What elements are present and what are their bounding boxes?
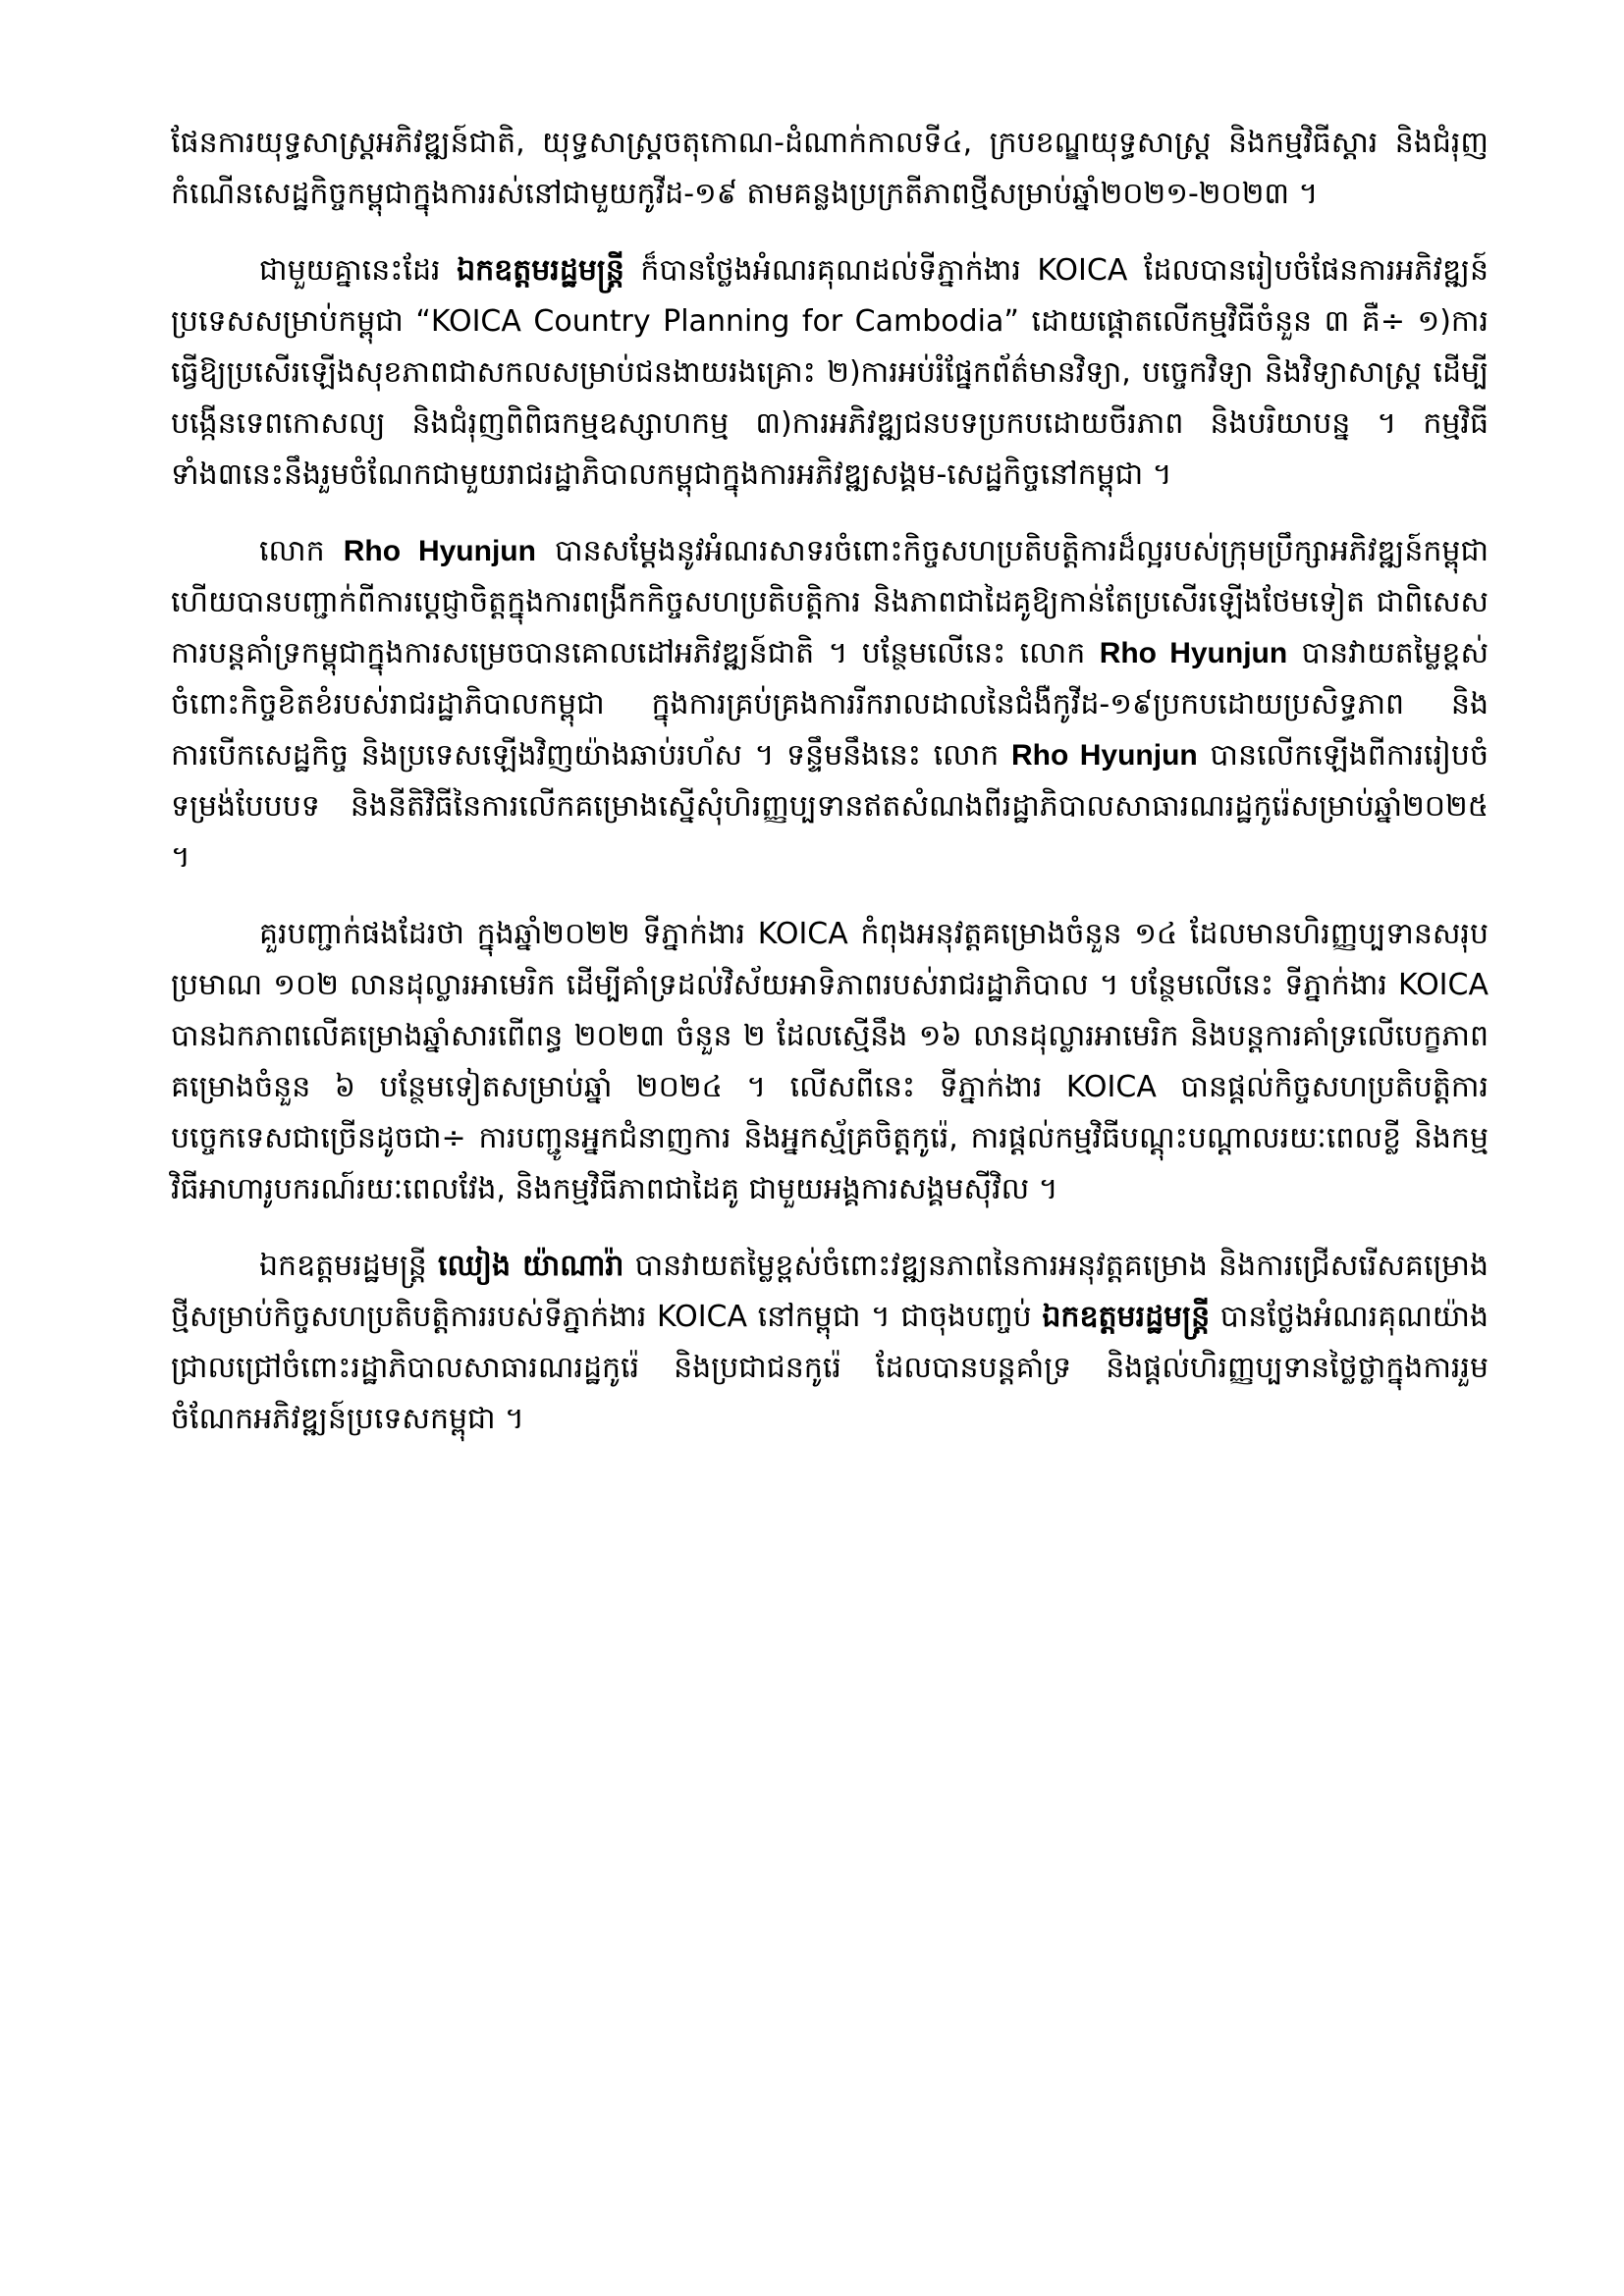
- bold-name-minister: ឈៀង យ៉ាណារ៉ា: [437, 1249, 624, 1283]
- bold-name-rho-hyunjun: Rho Hyunjun: [1010, 739, 1198, 772]
- paragraph-text: បានលើកឡើងពីការរៀបចំទម្រង់បែបបទ និងនីតិវិធីនៃការលើកគម្រោងស្នើសុំហិរញ្ញប្បទានឥតសំណងពីរដ្ឋាភិបាលសាធារណរដ្ឋកូរ៉េសម្រាប់ឆ្នាំ២០២៥ ។: [171, 738, 1489, 875]
- paragraph-minister-closing: [171, 1241, 1489, 1445]
- paragraph-koica-planning: [171, 245, 1489, 501]
- paragraph-text: លោក: [259, 534, 344, 568]
- paragraph-text: បានថ្លែងអំណរគុណយ៉ាងជ្រាលជ្រៅចំពោះរដ្ឋាភិបាលសាធារណរដ្ឋកូរ៉េ និងប្រជាជនកូរ៉េ ដែលបានបន្តគាំទ្រ និងផ្តល់ហិរញ្ញប្បទានថ្លៃថ្លាក្នុងការរួមចំណែកអភិវឌ្ឍន៍ប្រទេសកម្ពុជា ។: [171, 1300, 1489, 1436]
- document-page: [171, 118, 1489, 1470]
- paragraph-text: ឯកឧត្តមរដ្ឋមន្ត្រី: [259, 1249, 438, 1283]
- paragraph-text: បានវាយតម្លៃខ្ពស់ចំពោះកិច្ចខិតខំរបស់រាជរដ្ឋាភិបាលកម្ពុជា ក្នុងការគ្រប់គ្រងការរីករាលដាលនៃជំងឺកូវីដ-១៩ប្រកបដោយប្រសិទ្ធភាព និងការបើកសេដ្ឋកិច្ច និងប្រទេសឡើងវិញយ៉ាងឆាប់រហ័ស ។ ទន្ទឹមនឹងនេះ លោក: [171, 636, 1489, 773]
- paragraph-text: បានសម្តែងនូវអំណរសាទរចំពោះកិច្ចសហប្រតិបត្តិការដ៏ល្អរបស់ក្រុមប្រឹក្សាអភិវឌ្ឍន៍កម្ពុជា ហើយបានបញ្ជាក់ពីការប្តេជ្ញាចិត្តក្នុងការពង្រីកកិច្ចសហប្រតិបត្តិការ និងភាពជាដៃគូឱ្យកាន់តែប្រសើរឡើងថែមទៀត ជាពិសេសការបន្តគាំទ្រកម្ពុជាក្នុងការសម្រេចបានគោលដៅអភិវឌ្ឍន៍ជាតិ ។ បន្ថែមលើនេះ លោក: [171, 534, 1489, 670]
- bold-name-rho-hyunjun: Rho Hyunjun: [343, 535, 536, 567]
- paragraph-text: ក៏បានថ្លែងអំណរគុណដល់ទីភ្នាក់ងារ KOICA ដែលបានរៀបចំផែនការអភិវឌ្ឍន៍ប្រទេសសម្រាប់កម្ពុជា “KOICA Country Planning for Cambodia” ដោយផ្តោតលើកម្មវិធីចំនួន ៣ គឺ÷ ១)ការធ្វើឱ្យប្រសើរឡើងសុខភាពជាសកលសម្រាប់ជនងាយរងគ្រោះ ២)ការអប់រំផ្នែកព័ត៌មានវិទ្យា, បច្ចេកវិទ្យា និងវិទ្យាសាស្ត្រ ដើម្បីបង្កើនទេពកោសល្យ និងជំរុញពិពិធកម្មឧស្សាហកម្ម ៣)ការអភិវឌ្ឍជនបទប្រកបដោយចីរភាព និងបរិយាបន្ន ។ កម្មវិធីទាំង៣នេះនឹងរួមចំណែកជាមួយរាជរដ្ឋាភិបាលកម្ពុជាក្នុងការអភិវឌ្ឍសង្គម-សេដ្ឋកិច្ចនៅកម្ពុជា ។: [171, 253, 1489, 492]
- paragraph-text: បានវាយតម្លៃខ្ពស់ចំពោះវឌ្ឍនភាពនៃការអនុវត្តគម្រោង និងការជ្រើសរើសគម្រោងថ្មីសម្រាប់កិច្ចសហប្រតិបត្តិការរបស់ទីភ្នាក់ងារ KOICA នៅកម្ពុជា ។ ជាចុងបញ្ចប់: [171, 1249, 1489, 1334]
- paragraph-text: ផែនការយុទ្ធសាស្ត្រអភិវឌ្ឍន៍ជាតិ, យុទ្ធសាស្ត្រចតុកោណ-ដំណាក់កាលទី៤, ក្របខណ្ឌយុទ្ធសាស្ត្រ និងកម្មវិធីស្តារ និងជំរុញកំណើនសេដ្ឋកិច្ចកម្ពុជាក្នុងការរស់នៅជាមួយកូវីដ-១៩ តាមគន្លងប្រក្រតីភាពថ្មីសម្រាប់ឆ្នាំ២០២១-២០២៣ ។: [171, 126, 1489, 211]
- bold-title-minister: ឯកឧត្តមរដ្ឋមន្ត្រី: [457, 253, 624, 288]
- paragraph-text: ជាមួយគ្នានេះដែរ: [259, 253, 458, 288]
- bold-name-rho-hyunjun: Rho Hyunjun: [1099, 637, 1288, 669]
- paragraph-strategy-continuation: [171, 118, 1489, 220]
- bold-title-minister: ឯកឧត្តមរដ្ឋមន្ត្រី: [1042, 1300, 1211, 1334]
- paragraph-rho-hyunjun: [171, 526, 1489, 883]
- paragraph-koica-projects: [171, 909, 1489, 1215]
- paragraph-text: គួរបញ្ជាក់ផងដែរថា ក្នុងឆ្នាំ២០២២ ទីភ្នាក់ងារ KOICA កំពុងអនុវត្តគម្រោងចំនួន ១៤ ដែលមានហិរញ្ញប្បទានសរុបប្រមាណ ១០២ លានដុល្លារអាមេរិក ដើម្បីគាំទ្រដល់វិស័យអាទិភាពរបស់រាជរដ្ឋាភិបាល ។ បន្ថែមលើនេះ ទីភ្នាក់ងារ KOICA បានឯកភាពលើគម្រោងឆ្នាំសារពើពន្ធ ២០២៣ ចំនួន ២ ដែលស្មើនឹង ១៦ លានដុល្លារអាមេរិក និងបន្តការគាំទ្រលើបេក្ខភាពគម្រោងចំនួន ៦ បន្ថែមទៀតសម្រាប់ឆ្នាំ ២០២៤ ។ លើសពីនេះ ទីភ្នាក់ងារ KOICA បានផ្តល់កិច្ចសហប្រតិបត្តិការបច្ចេកទេសជាច្រើនដូចជា÷ ការបញ្ជូនអ្នកជំនាញការ និងអ្នកស្ម័គ្រចិត្តកូរ៉េ, ការផ្តល់កម្មវិធីបណ្តុះបណ្តាលរយៈពេលខ្លី និងកម្មវិធីអាហារូបករណ៍រយៈពេលវែង, និងកម្មវិធីភាពជាដៃគូ ជាមួយអង្គការសង្គមស៊ីវិល ។: [171, 917, 1489, 1206]
